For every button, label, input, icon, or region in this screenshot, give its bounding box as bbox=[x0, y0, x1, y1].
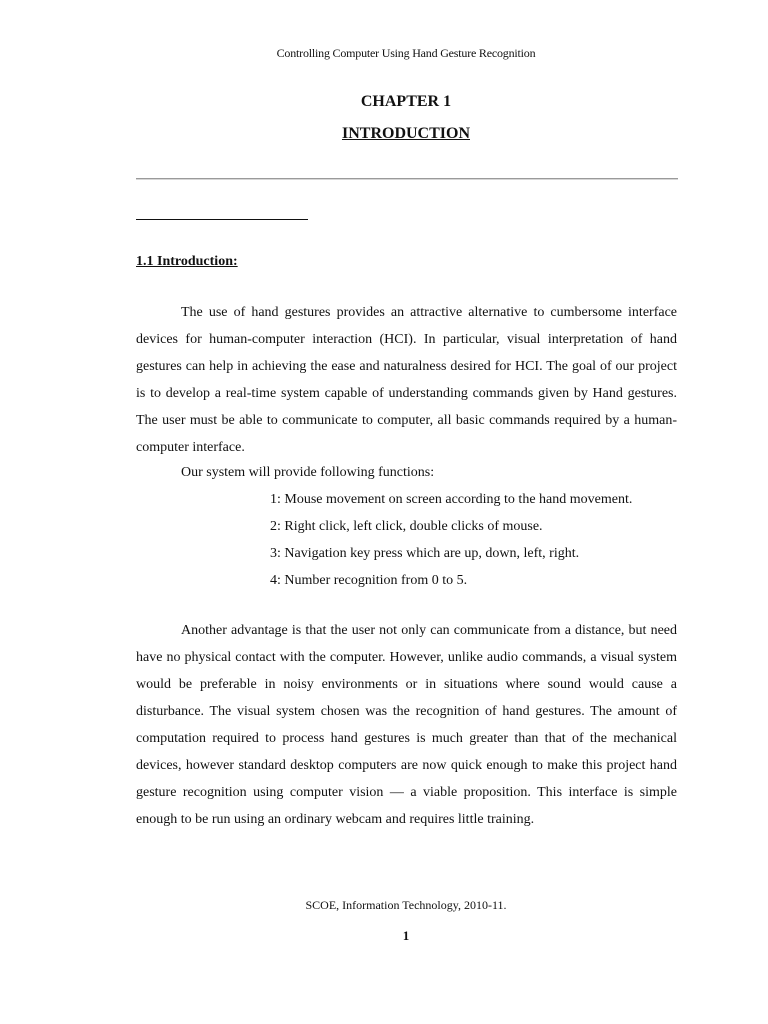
body-paragraph-1: The use of hand gestures provides an attractive alternative to cumbersome interface devices for human-computer interaction (HCI). In particular, visual interpretation of hand gestures can help in achieving the ease and naturalness desired for HCI. The goal of our project is to develop a real-time system capable of understanding commands given by Hand gestures. The user must be able to communicate to computer, all basic commands required by a human-computer interface. bbox=[136, 305, 677, 455]
short-rule bbox=[136, 219, 308, 220]
chapter-title: INTRODUCTION bbox=[341, 125, 470, 142]
list-item: 2: Right click, left click, double clicks of mouse. bbox=[270, 519, 543, 534]
list-item: 1: Mouse movement on screen according to the hand movement. bbox=[270, 492, 633, 507]
running-header: Controlling Computer Using Hand Gesture Recognition bbox=[276, 46, 536, 60]
body-paragraph-2: Another advantage is that the user not only can communicate from a distance, but need have no physical contact with the computer. However, unlike audio commands, a visual system would be preferable in noisy environments or in situations where sound would cause a disturbance. The visual system chosen was the recognition of hand gestures. The amount of computation required to process hand gestures is much greater than that of the mechanical devices, however standard desktop computers are now quick enough to make this project hand gesture recognition using computer vision — a viable proposition. This interface is simple enough to be run using an ordinary webcam and requires little training. bbox=[136, 623, 677, 827]
chapter-number: CHAPTER 1 bbox=[360, 93, 452, 110]
footer-text: SCOE, Information Technology, 2010-11. bbox=[305, 898, 507, 912]
horizontal-rule bbox=[136, 178, 678, 180]
list-item: 4: Number recognition from 0 to 5. bbox=[270, 573, 468, 588]
page-number: 1 bbox=[402, 928, 410, 943]
functions-list bbox=[270, 486, 632, 594]
functions-intro: Our system will provide following functions: bbox=[181, 465, 435, 480]
section-heading: 1.1 Introduction: bbox=[136, 254, 238, 269]
list-item: 3: Navigation key press which are up, down, left, right. bbox=[270, 546, 580, 561]
